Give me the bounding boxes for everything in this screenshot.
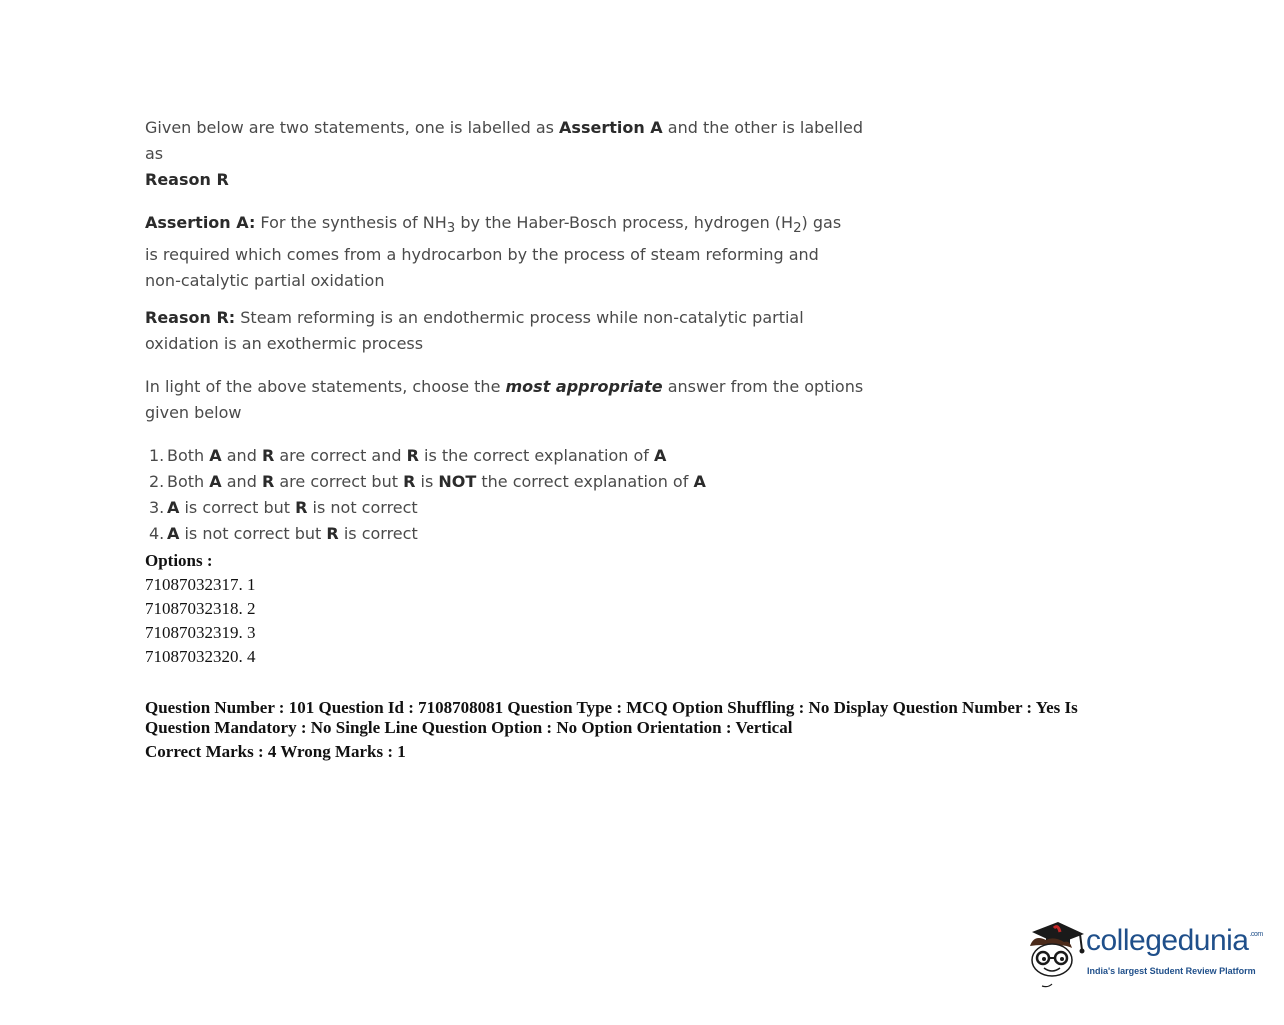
choice-number: 1.: [149, 446, 165, 465]
reason-label: Reason R:: [145, 308, 236, 327]
choice-text: is: [415, 472, 439, 491]
reason-text: Steam reforming is an endothermic process while non-catalytic partial oxidation is an exothermic process: [145, 308, 804, 353]
choice-bold: A: [209, 446, 222, 465]
choice-bold: A: [167, 524, 180, 543]
mascot-icon: [1024, 918, 1086, 990]
question-prompt: [145, 374, 885, 426]
choice-bold: R: [403, 472, 416, 491]
choice-bold: NOT: [438, 472, 477, 491]
choice-bold: A: [167, 498, 180, 517]
assertion-a-label: Assertion A: [559, 118, 663, 137]
choice-bold: A: [209, 472, 222, 491]
assertion-text-2: by the Haber-Bosch process, hydrogen (H: [455, 213, 794, 232]
prompt-emphasis: most appropriate: [505, 377, 663, 396]
choice-text: and: [221, 472, 262, 491]
choice-bold: A: [693, 472, 706, 491]
choice-text: Both: [167, 472, 210, 491]
choice-text: and: [221, 446, 262, 465]
intro-text: Given below are two statements, one is labelled as: [145, 118, 560, 137]
prompt-text-2: answer from the options given below: [145, 377, 864, 422]
logo-name: collegedunia: [1086, 924, 1249, 957]
choice-item: [149, 495, 849, 521]
options-header: Options :: [145, 551, 213, 570]
logo-tagline: India's largest Student Review Platform: [1087, 966, 1256, 976]
choice-bold: R: [326, 524, 339, 543]
intro-text-2: and the other is labelled as: [145, 118, 864, 163]
choice-number: 3.: [149, 498, 165, 517]
assertion-text-3: ) gas is required which comes from a hydrocarbon by the process of steam reforming and non-catalytic partial oxidation: [145, 213, 842, 291]
reason-paragraph: [145, 305, 875, 357]
reason-r-label: Reason R: [145, 170, 229, 189]
choice-text: the correct explanation of: [476, 472, 694, 491]
choice-text: are correct and: [274, 446, 407, 465]
choice-text: is not correct: [307, 498, 418, 517]
assertion-text-1: For the synthesis of NH: [255, 213, 447, 232]
choice-bold: A: [653, 446, 667, 465]
subscript-3: 3: [446, 221, 456, 237]
answer-choices-list: [149, 443, 849, 547]
choice-text: is correct but: [179, 498, 296, 517]
choice-text: is correct: [338, 524, 418, 543]
option-id-item: 71087032319. 3: [145, 623, 256, 642]
question-metadata: Question Number : 101 Question Id : 7108708081 Question Type : MCQ Option Shuffling : No Display Question Number : Yes Is Question Mandatory : No Single Line Question Option : No Option Orientation : Vertical: [145, 698, 1078, 737]
option-id-item: 71087032318. 2: [145, 599, 256, 618]
choice-text: Both: [167, 446, 210, 465]
option-id-item: 71087032317. 1: [145, 575, 256, 594]
assertion-label: Assertion A:: [145, 213, 256, 232]
choice-bold: R: [406, 446, 419, 465]
marks-info: Correct Marks : 4 Wrong Marks : 1: [145, 742, 406, 761]
assertion-paragraph: [145, 210, 845, 294]
choice-bold: R: [295, 498, 308, 517]
logo-dotcom: .com: [1249, 931, 1263, 938]
choice-item: [149, 443, 849, 469]
choice-bold: R: [261, 446, 275, 465]
collegedunia-logo: [1024, 918, 1263, 990]
choice-number: 2.: [149, 472, 165, 491]
choice-item: [149, 469, 849, 495]
logo-wordmark: [1086, 924, 1263, 958]
choice-item: [149, 521, 849, 547]
subscript-2: 2: [793, 221, 802, 237]
intro-statement: [145, 115, 885, 193]
options-block: [145, 549, 256, 669]
prompt-text-1: In light of the above statements, choose the: [145, 377, 506, 396]
choice-number: 4.: [149, 524, 165, 543]
option-id-item: 71087032320. 4: [145, 647, 256, 666]
choice-text: is not correct but: [179, 524, 327, 543]
choice-text: is the correct explanation of: [418, 446, 654, 465]
choice-bold: R: [261, 472, 275, 491]
choice-text: are correct but: [274, 472, 404, 491]
